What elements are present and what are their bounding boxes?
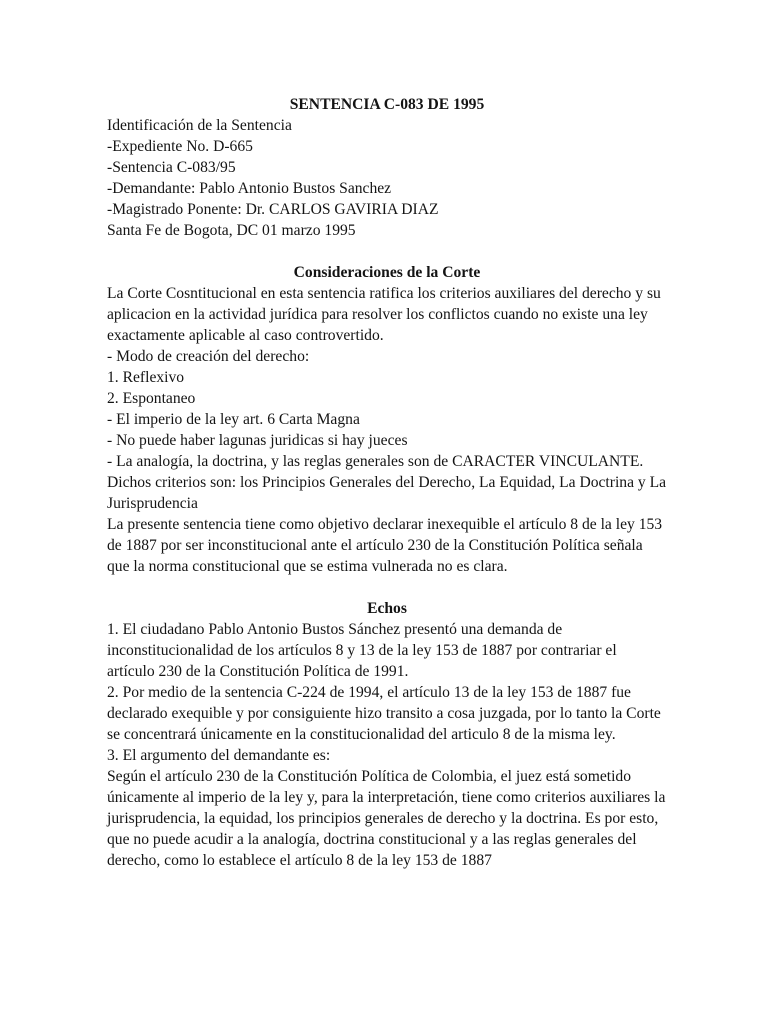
objective-paragraph: La presente sentencia tiene como objetivo declarar inexequible el artículo 8 de la ley 153 de 1887 por ser inconstitucional ante el artículo 230 de la Constitución Política señala que la norma constitucional que se estima vulnerada no es clara.	[107, 516, 663, 575]
list-item: - No puede haber lagunas juridicas si hay jueces	[107, 432, 408, 449]
fact-paragraph-2: 2. Por medio de la sentencia C-224 de 1994, el artículo 13 de la ley 153 de 1887 fue declarado exequible y por consiguiente hizo transito a cosa juzgada, por lo tanto la Corte se concentrará únicamente en la constitucionalidad del articulo 8 de la misma ley.	[107, 684, 661, 743]
fact-paragraph-4: Según el artículo 230 de la Constitución Política de Colombia, el juez está sometido únicamente al imperio de la ley y, para la interpretación, tiene como criterios auxiliares la jurisprudencia, la equidad, los principios generales de derecho y la doctrina. Es por esto, que no puede acudir a la analogía, doctrina constitucional y a las reglas generales del derecho, como lo establece el artículo 8 de la ley 153 de 1887	[107, 768, 666, 869]
binding-note: - La analogía, la doctrina, y las reglas generales son de CARACTER VINCULANTE.	[107, 453, 644, 470]
fact-paragraph-1: 1. El ciudadano Pablo Antonio Bustos Sánchez presentó una demanda de inconstitucionalidad de los artículos 8 y 13 de la ley 153 de 1887 por contrariar el artículo 230 de la Constitución Política de 1991.	[107, 621, 617, 680]
considerations-intro: La Corte Cosntitucional en esta sentencia ratifica los criterios auxiliares del derecho y su aplicacion en la actividad jurídica para resolver los conflictos cuando no existe una ley exactamente aplicable al caso controvertido.	[107, 285, 661, 344]
list-item: 1. Reflexivo	[107, 369, 185, 386]
fact-paragraph-3: 3. El argumento del demandante es:	[107, 747, 331, 764]
considerations-heading: Consideraciones de la Corte	[293, 264, 481, 281]
facts-heading: Echos	[367, 600, 407, 617]
list-item: - Modo de creación del derecho:	[107, 348, 310, 365]
spacer	[107, 241, 667, 262]
demandante-line: -Demandante: Pablo Antonio Bustos Sanchez	[107, 180, 392, 197]
list-item: - El imperio de la ley art. 6 Carta Magna	[107, 411, 360, 428]
expediente-line: -Expediente No. D-665	[107, 138, 253, 155]
spacer	[107, 577, 667, 598]
magistrado-line: -Magistrado Ponente: Dr. CARLOS GAVIRIA DIAZ	[107, 201, 439, 218]
document-page	[107, 94, 667, 871]
sentencia-line: -Sentencia C-083/95	[107, 159, 236, 176]
criteria-paragraph: Dichos criterios son: los Principios Generales del Derecho, La Equidad, La Doctrina y La Jurisprudencia	[107, 474, 667, 512]
identification-heading: Identificación de la Sentencia	[107, 117, 292, 134]
document-title: SENTENCIA C-083 DE 1995	[289, 96, 485, 113]
place-date-line: Santa Fe de Bogota, DC 01 marzo 1995	[107, 222, 356, 239]
list-item: 2. Espontaneo	[107, 390, 196, 407]
